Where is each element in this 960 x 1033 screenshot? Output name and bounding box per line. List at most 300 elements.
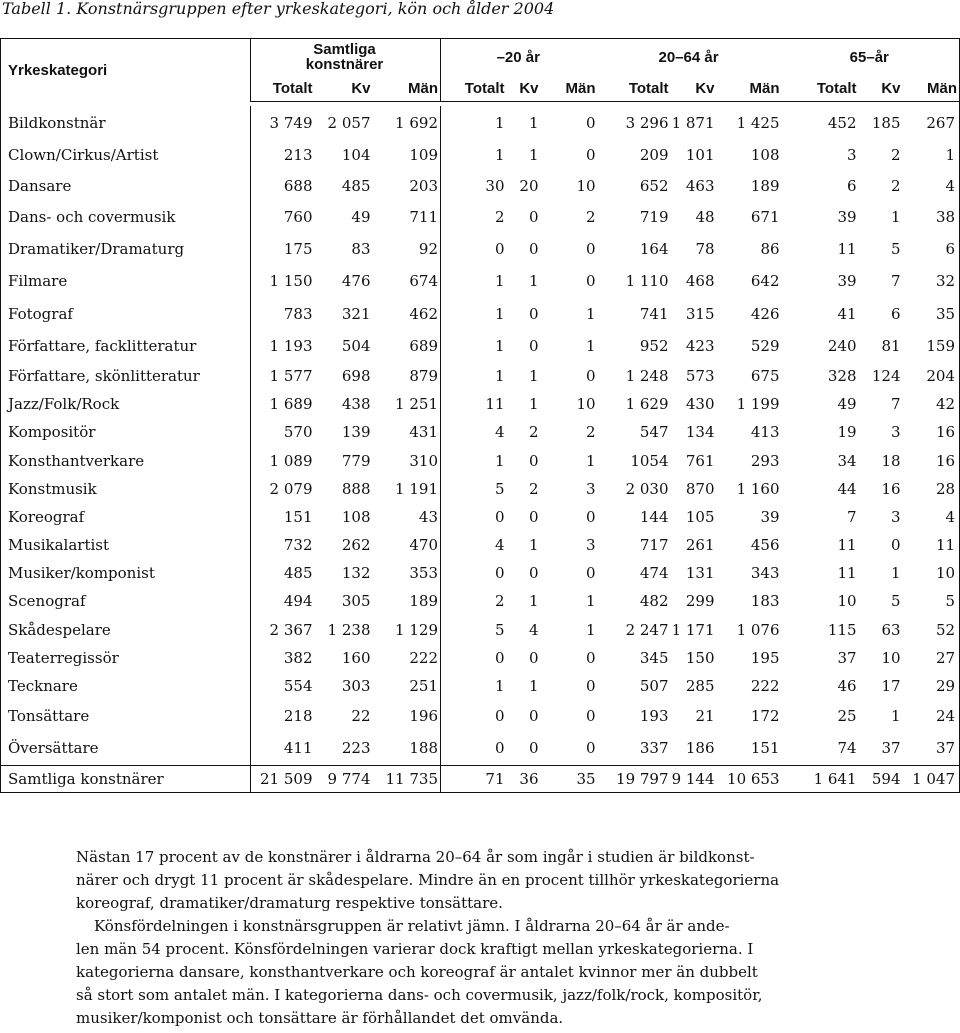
total-cell: 19 797 xyxy=(598,765,671,792)
table-row xyxy=(1,531,960,559)
table-cell: 303 xyxy=(341,677,371,695)
subcol-header: Totalt xyxy=(598,75,671,102)
table-cell: 20 xyxy=(519,176,539,195)
table-cell: 160 xyxy=(341,649,371,667)
table-cell: 1 xyxy=(585,592,596,610)
table-cell: 37 xyxy=(903,732,960,765)
table-cell: 3 xyxy=(890,508,901,526)
table-row xyxy=(1,361,960,390)
table-cell: 494 xyxy=(283,592,313,610)
table-cell: 310 xyxy=(373,446,441,475)
table-cell: 48 xyxy=(695,208,715,226)
total-cell: 21 509 xyxy=(251,765,315,792)
table-cell: 485 xyxy=(341,176,371,195)
table-cell: 0 xyxy=(585,739,596,758)
row-label: Dans- och covermusik xyxy=(1,201,251,233)
table-cell: 0 xyxy=(494,707,505,725)
table-cell: 652 xyxy=(639,176,669,195)
table-cell: 3 749 xyxy=(269,114,313,132)
table-cell: 1 xyxy=(494,677,505,695)
table-cell: 92 xyxy=(373,233,441,265)
table-cell: 240 xyxy=(827,336,857,355)
table-cell: 1 xyxy=(494,146,505,164)
body-text xyxy=(76,846,816,1030)
table-row xyxy=(1,644,960,672)
table-cell: 1 251 xyxy=(373,390,441,418)
table-cell: 109 xyxy=(373,140,441,170)
table-cell: 3 xyxy=(585,536,596,554)
table-cell: 3 xyxy=(585,480,596,498)
table-cell: 888 xyxy=(341,480,371,498)
row-label: Dansare xyxy=(1,170,251,201)
table-cell: 2 057 xyxy=(327,114,371,132)
table-cell: 1 160 xyxy=(736,480,780,498)
table-cell: 732 xyxy=(283,536,313,554)
total-cell: 36 xyxy=(507,765,541,792)
table-cell: 39 xyxy=(837,272,857,290)
table-cell: 1 238 xyxy=(327,620,371,639)
table-cell: 37 xyxy=(837,649,857,667)
subcol-header: Män xyxy=(717,75,782,102)
table-row xyxy=(1,418,960,446)
table-cell: 426 xyxy=(750,304,780,323)
row-label: Författare, facklitteratur xyxy=(1,330,251,361)
table-cell: 761 xyxy=(685,451,715,470)
table-cell: 0 xyxy=(528,707,539,725)
table-cell: 139 xyxy=(341,423,371,441)
table-cell: 952 xyxy=(639,336,669,355)
table-cell: 101 xyxy=(685,146,715,164)
table-cell: 4 xyxy=(903,503,960,531)
table-row xyxy=(1,330,960,361)
table-cell: 328 xyxy=(827,366,857,385)
row-label: Författare, skönlitteratur xyxy=(1,361,251,390)
table-cell: 1 xyxy=(585,620,596,639)
body-line: len män 54 procent. Könsfördelningen varierar dock kraftigt mellan yrkeskategorierna. I xyxy=(76,940,754,958)
table-row xyxy=(1,170,960,201)
row-label: Konstmusik xyxy=(1,475,251,503)
total-label: Samtliga konstnärer xyxy=(1,765,251,792)
table-row xyxy=(1,672,960,700)
table-row xyxy=(1,503,960,531)
table-cell: 185 xyxy=(871,114,901,132)
table-cell: 21 xyxy=(695,707,715,725)
row-label: Filmare xyxy=(1,265,251,297)
table-cell: 1 199 xyxy=(736,395,780,413)
table-cell: 6 xyxy=(846,176,857,195)
table-cell: 222 xyxy=(750,677,780,695)
total-cell: 11 735 xyxy=(373,765,441,792)
table-cell: 2 xyxy=(890,176,901,195)
table-row xyxy=(1,700,960,732)
body-line: så stort som antalet män. I kategorierna dans- och covermusik, jazz/folk/rock, kompositör, xyxy=(76,986,763,1004)
subcol-header: Kv xyxy=(315,75,373,102)
table-row xyxy=(1,265,960,297)
table-cell: 0 xyxy=(528,240,539,258)
table-cell: 10 xyxy=(576,395,596,413)
table-cell: 164 xyxy=(639,240,669,258)
table-cell: 104 xyxy=(341,146,371,164)
table-cell: 195 xyxy=(750,649,780,667)
table-cell: 345 xyxy=(639,649,669,667)
table-cell: 671 xyxy=(750,208,780,226)
table-cell: 24 xyxy=(903,700,960,732)
row-label: Konsthantverkare xyxy=(1,446,251,475)
table-cell: 132 xyxy=(341,564,371,582)
table-cell: 39 xyxy=(837,208,857,226)
table-cell: 1 xyxy=(903,140,960,170)
table-cell: 0 xyxy=(528,739,539,758)
body-line: Könsfördelningen i konstnärsgruppen är relativt jämn. I åldrarna 20–64 år är ande- xyxy=(94,917,730,935)
table-cell: 1 xyxy=(890,564,901,582)
table-cell: 0 xyxy=(585,366,596,385)
table-cell: 474 xyxy=(639,564,669,582)
table-cell: 482 xyxy=(639,592,669,610)
table-cell: 1 191 xyxy=(373,475,441,503)
table-cell: 719 xyxy=(639,208,669,226)
row-label: Koreograf xyxy=(1,503,251,531)
table-cell: 2 xyxy=(528,480,539,498)
table-cell: 675 xyxy=(750,366,780,385)
table-cell: 783 xyxy=(283,304,313,323)
table-row xyxy=(1,446,960,475)
table-cell: 49 xyxy=(837,395,857,413)
table-cell: 2 xyxy=(585,208,596,226)
table-cell: 711 xyxy=(373,201,441,233)
row-label: Tecknare xyxy=(1,672,251,700)
table-cell: 1 xyxy=(494,366,505,385)
table-cell: 0 xyxy=(585,564,596,582)
row-label: Dramatiker/Dramaturg xyxy=(1,233,251,265)
table-cell: 2 xyxy=(585,423,596,441)
table-cell: 1 577 xyxy=(269,366,313,385)
total-row xyxy=(1,765,960,792)
table-cell: 2 xyxy=(494,592,505,610)
table-cell: 430 xyxy=(685,395,715,413)
table-cell: 0 xyxy=(585,677,596,695)
table-cell: 1 692 xyxy=(373,106,441,140)
total-cell: 1 641 xyxy=(782,765,859,792)
table-cell: 0 xyxy=(494,564,505,582)
table-cell: 0 xyxy=(528,508,539,526)
table-cell: 203 xyxy=(373,170,441,201)
table-row xyxy=(1,559,960,587)
table-cell: 209 xyxy=(639,146,669,164)
table-cell: 5 xyxy=(890,240,901,258)
row-label: Musikalartist xyxy=(1,531,251,559)
table-cell: 1 248 xyxy=(625,366,669,385)
table-row xyxy=(1,475,960,503)
table-cell: 529 xyxy=(750,336,780,355)
table-cell: 2 030 xyxy=(625,480,669,498)
table-cell: 1 150 xyxy=(269,272,313,290)
table-cell: 186 xyxy=(685,739,715,758)
table-cell: 1 xyxy=(528,272,539,290)
table-cell: 27 xyxy=(903,644,960,672)
table-cell: 1 425 xyxy=(736,114,780,132)
table-cell: 5 xyxy=(494,620,505,639)
table-cell: 261 xyxy=(685,536,715,554)
table-cell: 251 xyxy=(373,672,441,700)
table-cell: 476 xyxy=(341,272,371,290)
table-cell: 41 xyxy=(837,304,857,323)
table-cell: 150 xyxy=(685,649,715,667)
group-header-65plus: 65–år xyxy=(782,39,960,76)
table-cell: 0 xyxy=(494,240,505,258)
table-cell: 16 xyxy=(881,480,901,498)
table-cell: 1 xyxy=(494,451,505,470)
table-cell: 879 xyxy=(373,361,441,390)
group-header-under20: –20 år xyxy=(441,39,598,76)
table-cell: 22 xyxy=(351,707,371,725)
table-cell: 337 xyxy=(639,739,669,758)
table-cell: 870 xyxy=(685,480,715,498)
table-cell: 11 xyxy=(837,564,857,582)
group-header-20-64: 20–64 år xyxy=(598,39,782,76)
table-cell: 5 xyxy=(494,480,505,498)
table-cell: 46 xyxy=(837,677,857,695)
total-cell: 71 xyxy=(441,765,507,792)
subcol-header: Totalt xyxy=(251,75,315,102)
row-label: Scenograf xyxy=(1,587,251,615)
table-cell: 321 xyxy=(341,304,371,323)
table-cell: 2 xyxy=(890,146,901,164)
table-cell: 1 xyxy=(585,336,596,355)
table-cell: 188 xyxy=(373,732,441,765)
table-cell: 1 xyxy=(494,304,505,323)
table-cell: 688 xyxy=(283,176,313,195)
table-cell: 11 xyxy=(837,240,857,258)
artist-table xyxy=(0,38,960,793)
table-cell: 1 871 xyxy=(671,114,715,132)
table-cell: 431 xyxy=(373,418,441,446)
table-cell: 2 xyxy=(494,208,505,226)
table-cell: 0 xyxy=(585,649,596,667)
table-cell: 267 xyxy=(903,106,960,140)
table-cell: 0 xyxy=(528,208,539,226)
table-cell: 151 xyxy=(283,508,313,526)
table-cell: 779 xyxy=(341,451,371,470)
table-cell: 32 xyxy=(903,265,960,297)
body-line: närer och drygt 11 procent är skådespelare. Mindre än en procent tillhör yrkeskategorierna xyxy=(76,871,780,889)
table-cell: 1 xyxy=(890,208,901,226)
table-cell: 0 xyxy=(494,739,505,758)
table-cell: 573 xyxy=(685,366,715,385)
table-cell: 0 xyxy=(528,451,539,470)
table-cell: 2 367 xyxy=(269,620,313,639)
body-line: Nästan 17 procent av de konstnärer i åldrarna 20–64 år som ingår i studien är bildkonst- xyxy=(76,848,755,866)
table-cell: 0 xyxy=(585,272,596,290)
table-cell: 411 xyxy=(283,739,313,758)
table-cell: 38 xyxy=(903,201,960,233)
subcol-header: Män xyxy=(903,75,960,102)
table-cell: 1 xyxy=(528,395,539,413)
table-cell: 11 xyxy=(485,395,505,413)
table-cell: 16 xyxy=(903,446,960,475)
table-cell: 1 629 xyxy=(625,395,669,413)
table-cell: 159 xyxy=(903,330,960,361)
table-cell: 30 xyxy=(485,176,505,195)
table-cell: 5 xyxy=(903,587,960,615)
body-line: kategorierna dansare, konsthantverkare och koreograf är antalet kvinnor mer än dubbelt xyxy=(76,963,758,981)
table-cell: 49 xyxy=(351,208,371,226)
table-cell: 39 xyxy=(760,508,780,526)
table-cell: 29 xyxy=(903,672,960,700)
body-line: musiker/komponist och tonsättare är förhållandet det omvända. xyxy=(76,1009,564,1027)
row-label: Bildkonstnär xyxy=(1,106,251,140)
table-cell: 1 076 xyxy=(736,620,780,639)
table-cell: 35 xyxy=(903,297,960,330)
table-cell: 423 xyxy=(685,336,715,355)
total-cell: 9 774 xyxy=(315,765,373,792)
total-cell: 594 xyxy=(859,765,903,792)
table-cell: 0 xyxy=(585,146,596,164)
table-cell: 28 xyxy=(903,475,960,503)
table-cell: 0 xyxy=(585,707,596,725)
table-cell: 34 xyxy=(837,451,857,470)
table-cell: 1 xyxy=(528,536,539,554)
table-cell: 1 110 xyxy=(625,272,669,290)
table-cell: 642 xyxy=(750,272,780,290)
table-cell: 1 129 xyxy=(373,615,441,644)
table-cell: 6 xyxy=(903,233,960,265)
table-cell: 1 689 xyxy=(269,395,313,413)
table-cell: 452 xyxy=(827,114,857,132)
table-cell: 4 xyxy=(494,536,505,554)
table-cell: 10 xyxy=(903,559,960,587)
table-cell: 698 xyxy=(341,366,371,385)
table-cell: 86 xyxy=(760,240,780,258)
table-cell: 1 xyxy=(528,114,539,132)
table-cell: 10 xyxy=(881,649,901,667)
table-cell: 674 xyxy=(373,265,441,297)
table-cell: 1 xyxy=(528,366,539,385)
row-label: Översättare xyxy=(1,732,251,765)
table-cell: 7 xyxy=(890,272,901,290)
table-cell: 0 xyxy=(528,649,539,667)
table-cell: 124 xyxy=(871,366,901,385)
subcol-header: Totalt xyxy=(782,75,859,102)
table-cell: 151 xyxy=(750,739,780,758)
table-cell: 1 xyxy=(585,304,596,323)
table-cell: 0 xyxy=(890,536,901,554)
table-cell: 293 xyxy=(750,451,780,470)
table-cell: 485 xyxy=(283,564,313,582)
category-header: Yrkeskategori xyxy=(1,39,251,102)
row-label: Clown/Cirkus/Artist xyxy=(1,140,251,170)
table-cell: 115 xyxy=(827,620,857,639)
group-header-all: Samtliga konstnärer xyxy=(251,39,441,76)
table-cell: 315 xyxy=(685,304,715,323)
table-cell: 0 xyxy=(585,508,596,526)
table-cell: 43 xyxy=(373,503,441,531)
table-cell: 189 xyxy=(750,176,780,195)
table-cell: 570 xyxy=(283,423,313,441)
table-cell: 299 xyxy=(685,592,715,610)
table-cell: 44 xyxy=(837,480,857,498)
row-label: Musiker/komponist xyxy=(1,559,251,587)
table-cell: 741 xyxy=(639,304,669,323)
table-cell: 3 xyxy=(890,423,901,441)
table-row xyxy=(1,140,960,170)
subcol-header: Kv xyxy=(671,75,717,102)
table-cell: 0 xyxy=(494,508,505,526)
table-cell: 463 xyxy=(685,176,715,195)
table-cell: 144 xyxy=(639,508,669,526)
table-cell: 0 xyxy=(528,304,539,323)
table-cell: 1 089 xyxy=(269,451,313,470)
table-cell: 285 xyxy=(685,677,715,695)
table-cell: 7 xyxy=(846,508,857,526)
table-cell: 52 xyxy=(903,615,960,644)
table-cell: 223 xyxy=(341,739,371,758)
table-cell: 462 xyxy=(373,297,441,330)
table-cell: 547 xyxy=(639,423,669,441)
table-cell: 10 xyxy=(576,176,596,195)
table-cell: 213 xyxy=(283,146,313,164)
table-cell: 554 xyxy=(283,677,313,695)
table-cell: 0 xyxy=(585,240,596,258)
table-cell: 0 xyxy=(528,564,539,582)
table-cell: 222 xyxy=(373,644,441,672)
table-cell: 2 xyxy=(528,423,539,441)
subcol-header: Män xyxy=(541,75,598,102)
table-cell: 507 xyxy=(639,677,669,695)
table-cell: 470 xyxy=(373,531,441,559)
table-row xyxy=(1,233,960,265)
table-cell: 689 xyxy=(373,330,441,361)
table-cell: 1 xyxy=(890,707,901,725)
table-cell: 1 xyxy=(528,592,539,610)
table-cell: 63 xyxy=(881,620,901,639)
table-cell: 74 xyxy=(837,739,857,758)
table-cell: 760 xyxy=(283,208,313,226)
table-cell: 11 xyxy=(903,531,960,559)
row-label: Fotograf xyxy=(1,297,251,330)
table-cell: 468 xyxy=(685,272,715,290)
table-cell: 0 xyxy=(494,649,505,667)
table-cell: 1 xyxy=(494,336,505,355)
table-cell: 1 xyxy=(494,272,505,290)
table-cell: 2 247 xyxy=(625,620,669,639)
table-cell: 4 xyxy=(903,170,960,201)
table-cell: 175 xyxy=(283,240,313,258)
table-cell: 189 xyxy=(373,587,441,615)
table-cell: 1 xyxy=(528,146,539,164)
row-label: Teaterregissör xyxy=(1,644,251,672)
table-cell: 1 xyxy=(528,677,539,695)
table-cell: 305 xyxy=(341,592,371,610)
table-cell: 438 xyxy=(341,395,371,413)
total-cell: 10 653 xyxy=(717,765,782,792)
subcol-header: Män xyxy=(373,75,441,102)
table-cell: 1 xyxy=(585,451,596,470)
table-cell: 1 193 xyxy=(269,336,313,355)
table-cell: 5 xyxy=(890,592,901,610)
table-row xyxy=(1,297,960,330)
table-cell: 25 xyxy=(837,707,857,725)
table-cell: 382 xyxy=(283,649,313,667)
table-cell: 37 xyxy=(881,739,901,758)
table-cell: 16 xyxy=(903,418,960,446)
subcol-header: Totalt xyxy=(441,75,507,102)
table-cell: 108 xyxy=(750,146,780,164)
table-cell: 4 xyxy=(528,620,539,639)
table-cell: 1 171 xyxy=(671,620,715,639)
total-cell: 9 144 xyxy=(671,765,717,792)
table-cell: 131 xyxy=(685,564,715,582)
table-cell: 83 xyxy=(351,240,371,258)
